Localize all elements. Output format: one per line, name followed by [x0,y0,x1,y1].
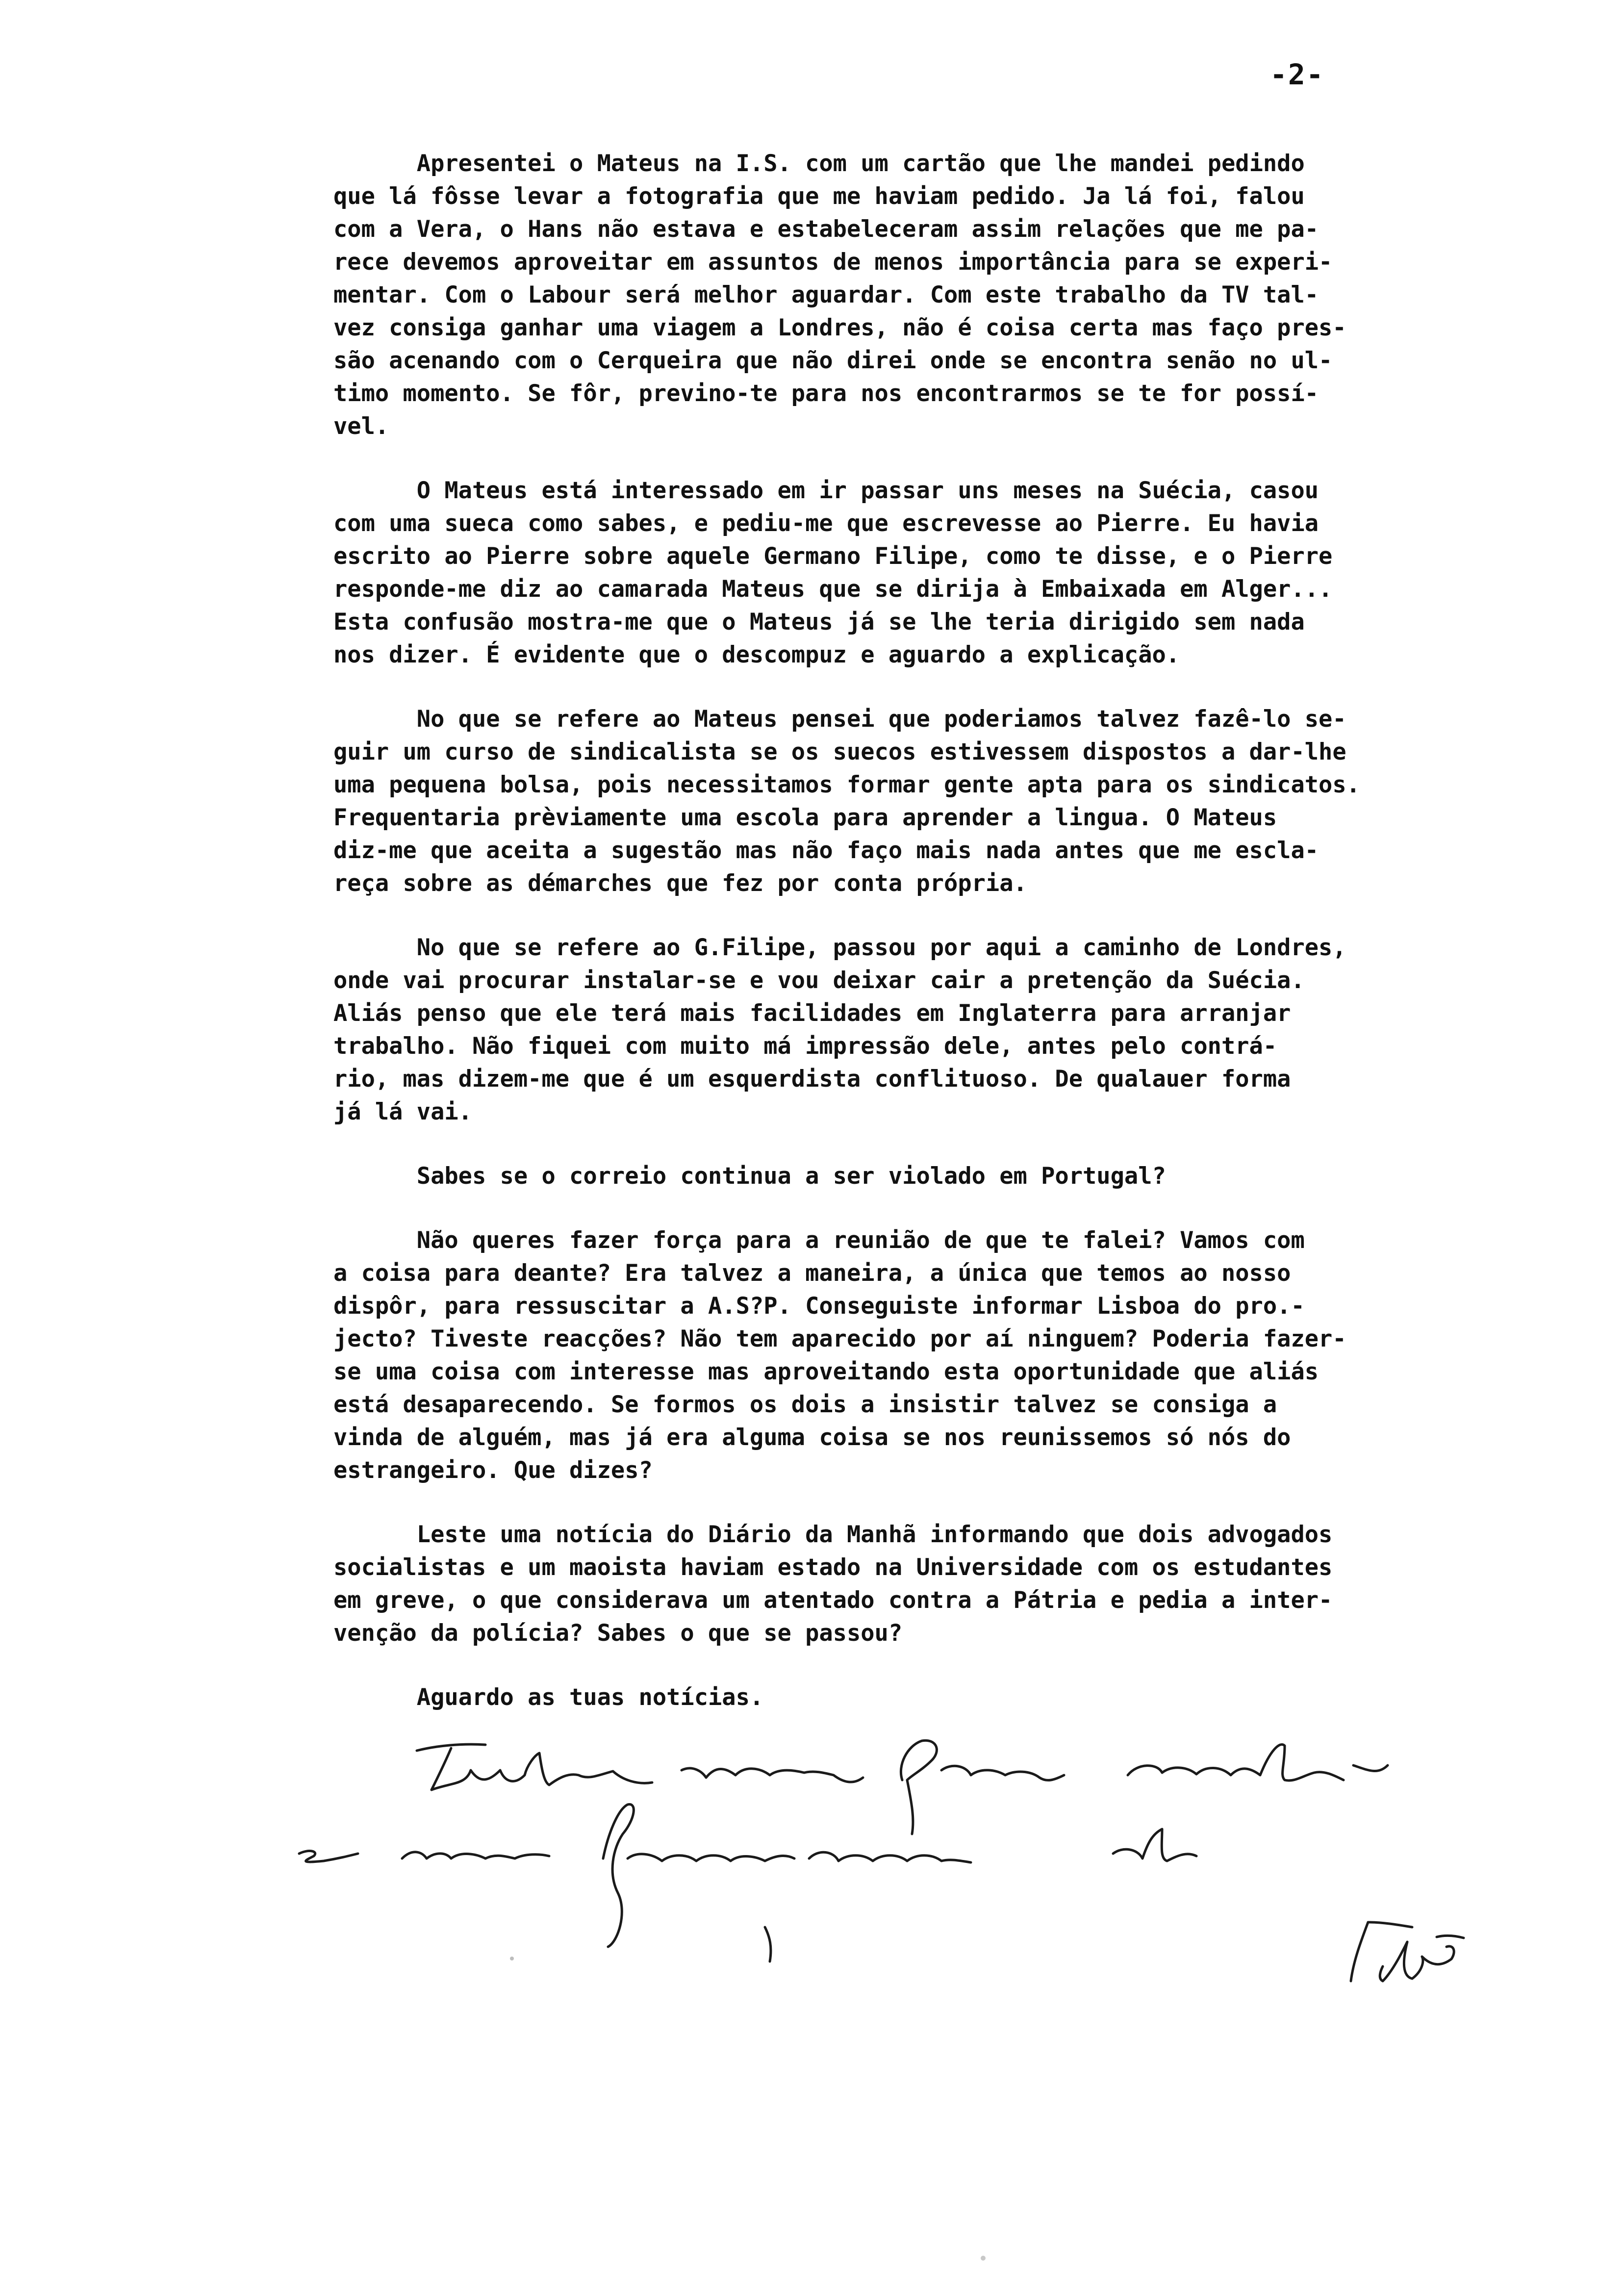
handwritten-signature [275,1736,1500,2011]
paragraph [333,1681,1510,1714]
paragraph [333,474,1510,671]
paragraph-text: No que se refere ao Mateus pensei que poderiamos talvez fazê-lo se- guir um curso de sindicalista se os suecos estivessem dispostos a dar-lhe uma pequena bolsa, pois necessitamos formar gente apta para os sindicatos. Frequentaria prèviamente uma escola para aprender a lingua. O Mateus diz-me que aceita a sugestão mas não faço mais nada antes que me escla- reça sobre as démarches que fez por conta própria. [333,706,1360,897]
paragraph [333,1224,1510,1487]
scan-speck [981,2256,986,2261]
letter-body [333,147,1510,1745]
paragraph-text: Aguardo as tuas notícias. [333,1684,764,1711]
paragraph [333,931,1510,1128]
paragraph-text: Sabes se o correio continua a ser violado em Portugal? [333,1163,1166,1190]
paragraph-text: No que se refere ao G.Filipe, passou por aqui a caminho de Londres, onde vai procurar instalar-se e vou deixar cair a pretenção da Suécia. Aliás penso que ele terá mais facilidades em Inglaterra para arranjar trabalho. Não fiquei com muito má impressão dele, antes pelo contrá- rio, mas dizem-me que é um esquerdista conflituoso. De qualauer forma já lá vai. [333,934,1346,1125]
paragraph [333,1160,1510,1193]
page-number: -2- [1270,58,1324,91]
signature-drawing [275,1736,1500,2011]
paragraph-text: Leste uma notícia do Diário da Manhã informando que dois advogados socialistas e um maoista haviam estado na Universidade com os estudantes em greve, o que considerava um atentado contra a Pátria e pedia a inter- venção da polícia? Sabes o que se passou? [333,1521,1333,1647]
paragraph-text: O Mateus está interessado em ir passar uns meses na Suécia, casou com uma sueca como sabes, e pediu-me que escrevesse ao Pierre. Eu havia escrito ao Pierre sobre aquele Germano Filipe, como te disse, e o Pierre responde-me diz ao camarada Mateus que se dirija à Embaixada em Alger... Esta confusão mostra-me que o Mateus já se lhe teria dirigido sem nada nos dizer. É evidente que o descompuz e aguardo a explicação. [333,477,1333,668]
paragraph [333,703,1510,900]
paragraph [333,147,1510,443]
paragraph-text: Apresentei o Mateus na I.S. com um cartão que lhe mandei pedindo que lá fôsse levar a fotografia que me haviam pedido. Ja lá foi, falou com a Vera, o Hans não estava e estabeleceram assim relações que me pa- rece devemos aproveitar em assuntos de menos importância para se experi- mentar. Com o Labour será melhor aguardar. Com este trabalho da TV tal- vez consiga ganhar uma viagem a Londres, não é coisa certa mas faço pres- são acenando com o Cerqueira que não direi onde se encontra senão no ul- timo momento. Se fôr, previno-te para nos encontrarmos se te for possí- vel. [333,150,1346,440]
paragraph [333,1518,1510,1650]
scan-speck [510,1957,514,1960]
paragraph-text: Não queres fazer força para a reunião de que te falei? Vamos com a coisa para deante? Era talvez a maneira, a única que temos ao nosso dispôr, para ressuscitar a A.S?P. Conseguiste informar Lisboa do pro.- jecto? Tiveste reacções? Não tem aparecido por aí ninguem? Poderia fazer- se uma coisa com interesse mas aproveitando esta oportunidade que aliás está desaparecendo. Se formos os dois a insistir talvez se consiga a vinda de alguém, mas já era alguma coisa se nos reunissemos só nós do estrangeiro. Que dizes? [333,1227,1346,1484]
